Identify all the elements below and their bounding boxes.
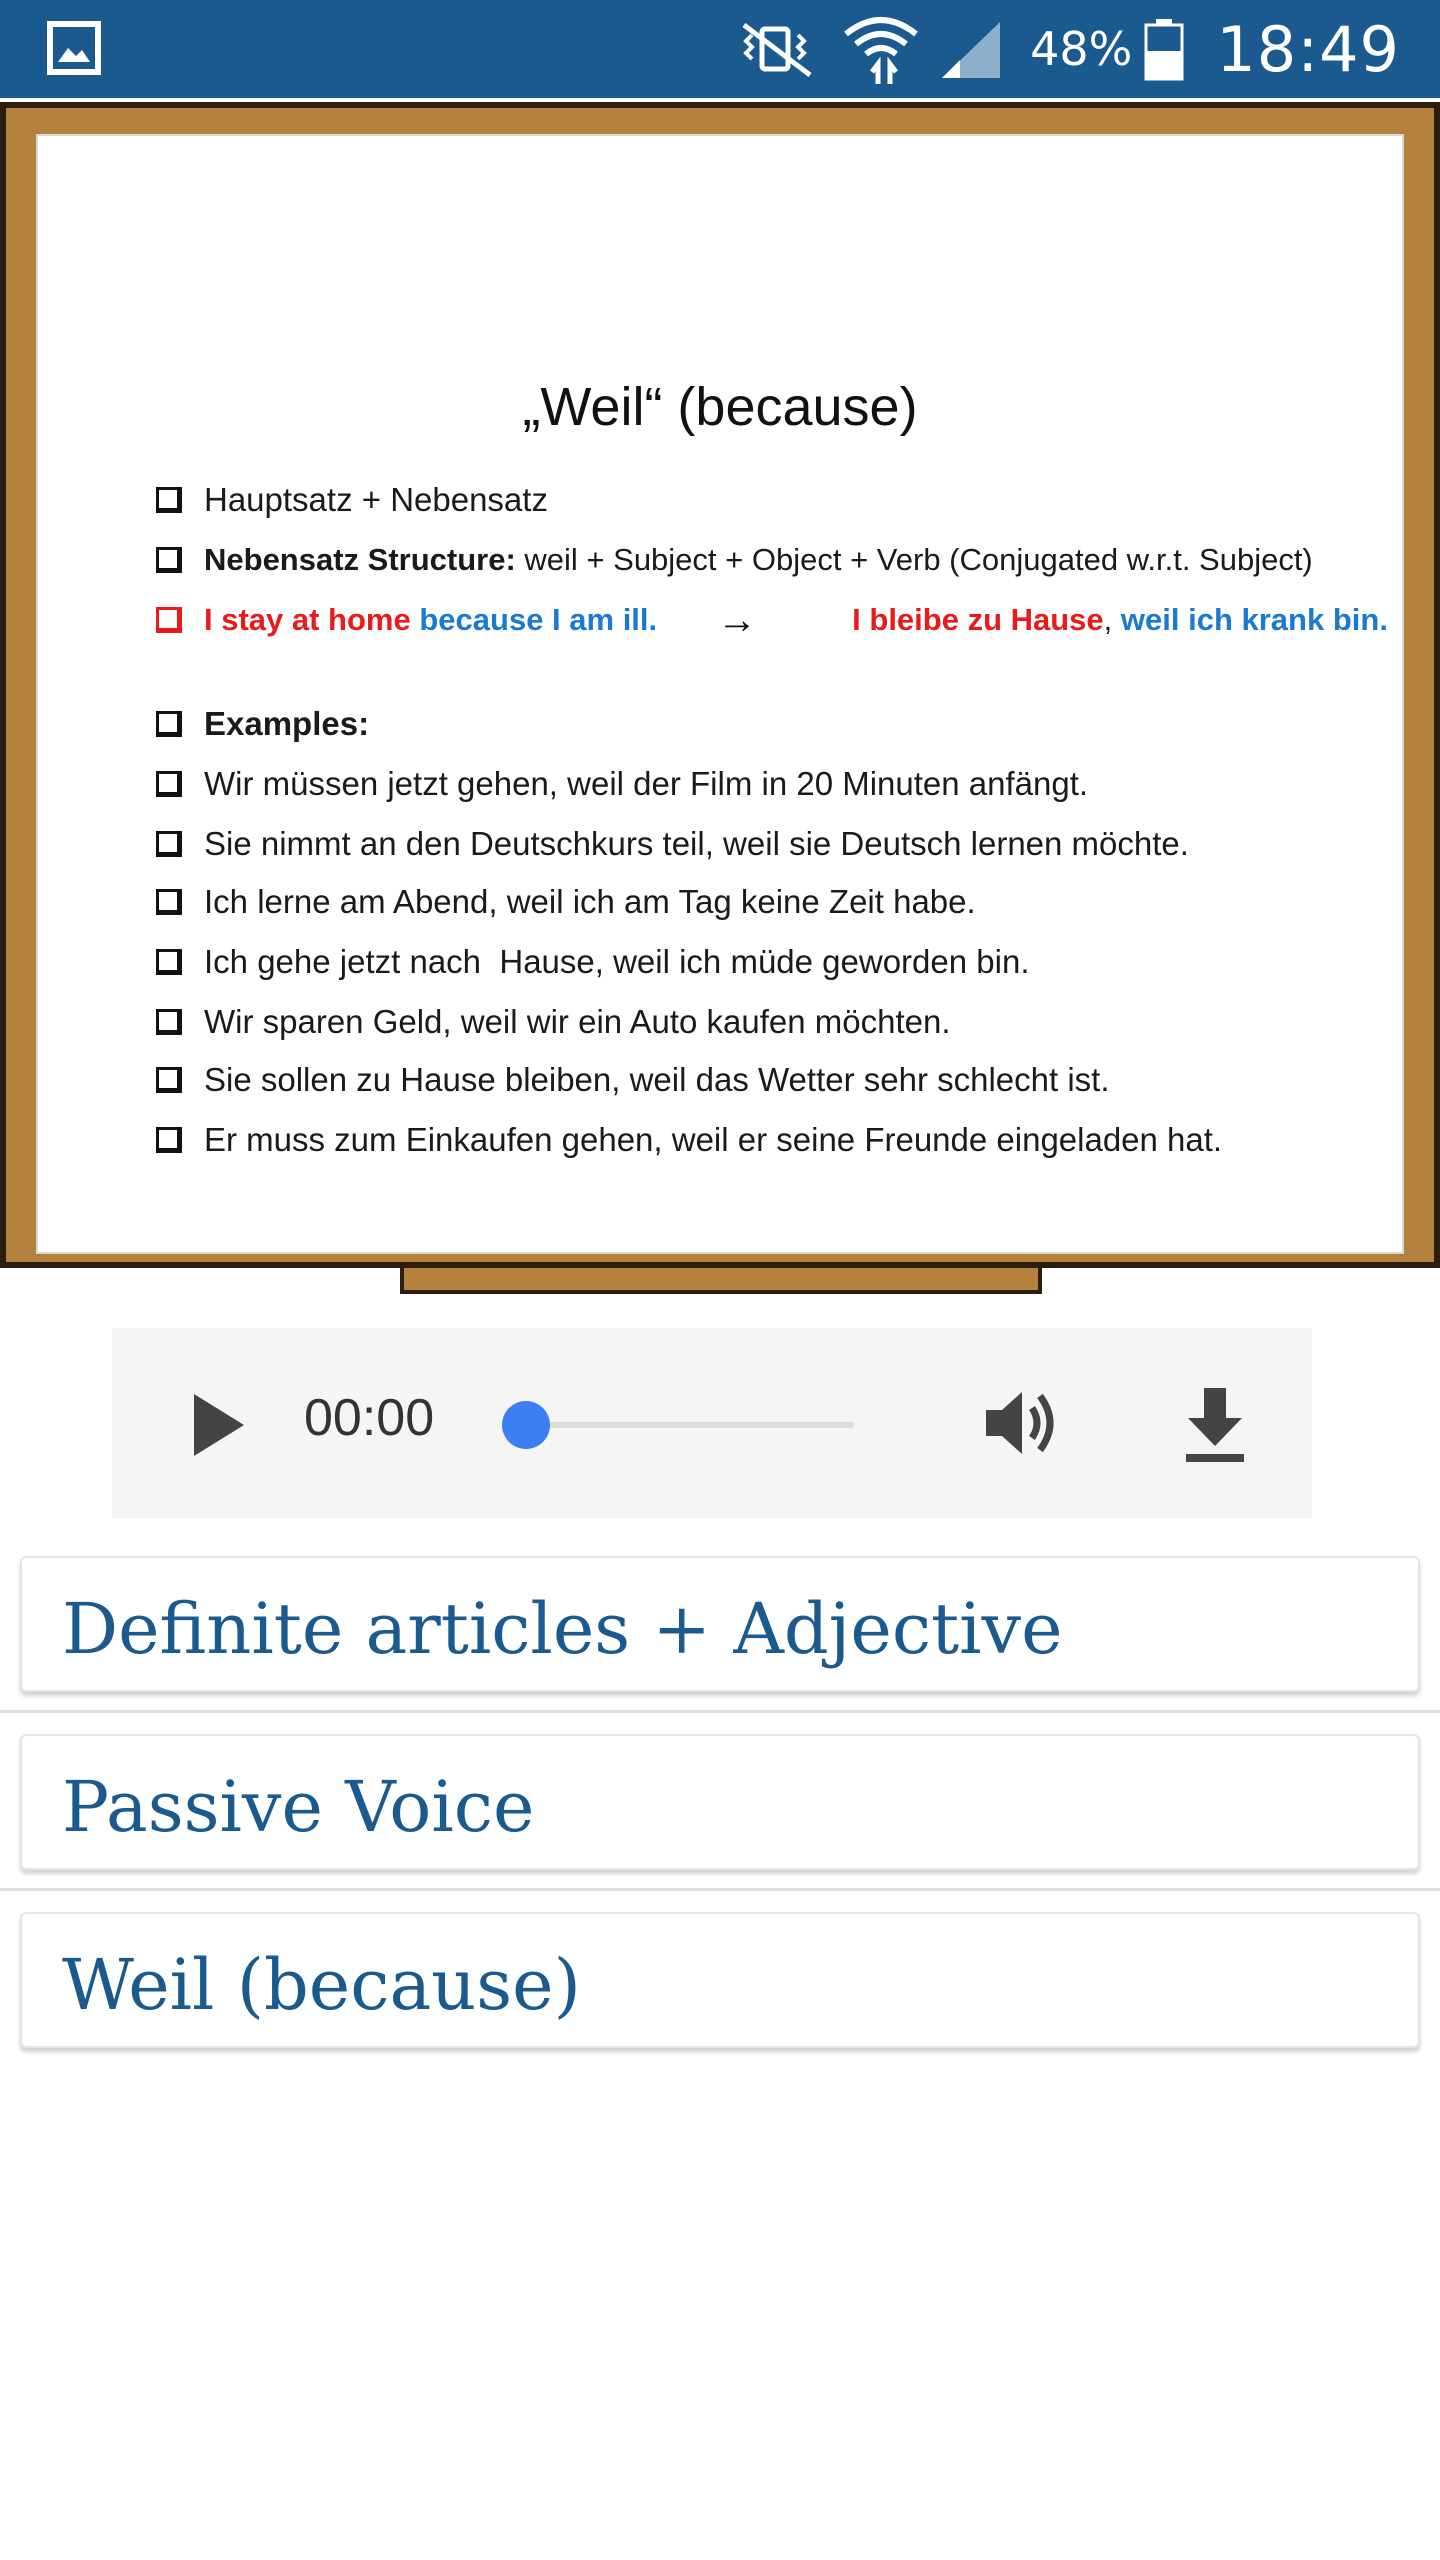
- battery-percent: 48%: [1030, 22, 1133, 76]
- topic-item[interactable]: [20, 1912, 1420, 2048]
- lesson-slide: [36, 134, 1404, 1254]
- wifi-icon: [842, 12, 920, 86]
- battery-icon: [1144, 17, 1184, 81]
- topic-label: Definite articles + Adjective: [62, 1588, 1063, 1670]
- slide-title: „Weil“ (because): [522, 377, 918, 437]
- example-text: Wir müssen jetzt gehen, weil der Film in 20 Minuten anfängt.: [204, 765, 1089, 802]
- slide-line-examples-heading: [156, 696, 369, 752]
- checkbox-icon: [156, 487, 182, 513]
- slide-line-structure: [156, 532, 1313, 588]
- topic-label: Passive Voice: [62, 1766, 535, 1848]
- arrow-icon: →: [717, 597, 758, 642]
- clock: 18:49: [1216, 12, 1400, 86]
- example-sentence: [156, 1112, 1222, 1168]
- example-german-part2: weil ich krank bin.: [1112, 602, 1388, 637]
- checkbox-icon: [156, 711, 182, 737]
- checkbox-icon: [156, 771, 182, 797]
- checkbox-icon: [156, 607, 182, 633]
- structure-text: weil + Subject + Object + Verb (Conjugated w.r.t. Subject): [515, 542, 1313, 577]
- seek-thumb[interactable]: [502, 1401, 550, 1449]
- current-time: 00:00: [304, 1389, 435, 1447]
- slide-line-hauptsatz: [156, 472, 548, 528]
- example-text: Sie sollen zu Hause bleiben, weil das Wetter sehr schlecht ist.: [204, 1061, 1110, 1098]
- example-sentence: [156, 874, 976, 930]
- topic-item[interactable]: [20, 1734, 1420, 1870]
- gallery-icon[interactable]: [46, 20, 102, 76]
- example-text: Er muss zum Einkaufen gehen, weil er seine Freunde eingeladen hat.: [204, 1121, 1223, 1158]
- example-german-comma: ,: [1103, 602, 1113, 637]
- example-text: Sie nimmt an den Deutschkurs teil, weil sie Deutsch lernen möchte.: [204, 825, 1189, 862]
- example-english-part2: because I am ill.: [410, 602, 658, 637]
- checkbox-icon: [156, 949, 182, 975]
- checkbox-icon: [156, 889, 182, 915]
- example-sentence: [156, 934, 1029, 990]
- example-sentence: [156, 756, 1088, 812]
- example-sentence: [156, 994, 951, 1050]
- example-text: Wir sparen Geld, weil wir ein Auto kaufen möchten.: [204, 1003, 951, 1040]
- checkbox-icon: [156, 1009, 182, 1035]
- example-sentence: [156, 1052, 1110, 1108]
- example-sentence: [156, 816, 1189, 872]
- download-icon[interactable]: [1180, 1384, 1250, 1466]
- slide-text: Hauptsatz + Nebensatz: [204, 481, 548, 518]
- structure-label: Nebensatz Structure:: [204, 542, 516, 577]
- example-english-part1: I stay at home: [204, 602, 411, 637]
- example-text: Ich lerne am Abend, weil ich am Tag keine Zeit habe.: [204, 883, 976, 920]
- topic-item[interactable]: [20, 1556, 1420, 1692]
- checkbox-icon: [156, 1127, 182, 1153]
- example-german-part1: I bleibe zu Hause: [852, 602, 1104, 637]
- checkbox-icon: [156, 547, 182, 573]
- volume-icon[interactable]: [980, 1382, 1062, 1464]
- checkbox-icon: [156, 831, 182, 857]
- play-icon[interactable]: [186, 1390, 250, 1460]
- status-bar: [0, 0, 1440, 98]
- example-text: Ich gehe jetzt nach Hause, weil ich müde geworden bin.: [204, 943, 1030, 980]
- signal-icon: [938, 18, 1004, 80]
- seek-bar[interactable]: [516, 1422, 854, 1428]
- slide-line-example-pair: [156, 592, 1388, 648]
- examples-heading: Examples:: [204, 705, 370, 742]
- status-icons: [710, 0, 1400, 98]
- topic-label: Weil (because): [62, 1944, 581, 2026]
- checkbox-icon: [156, 1067, 182, 1093]
- divider: [0, 1710, 1440, 1713]
- vibrate-mute-icon: [728, 19, 824, 79]
- audio-player: [112, 1328, 1312, 1518]
- divider: [0, 1888, 1440, 1891]
